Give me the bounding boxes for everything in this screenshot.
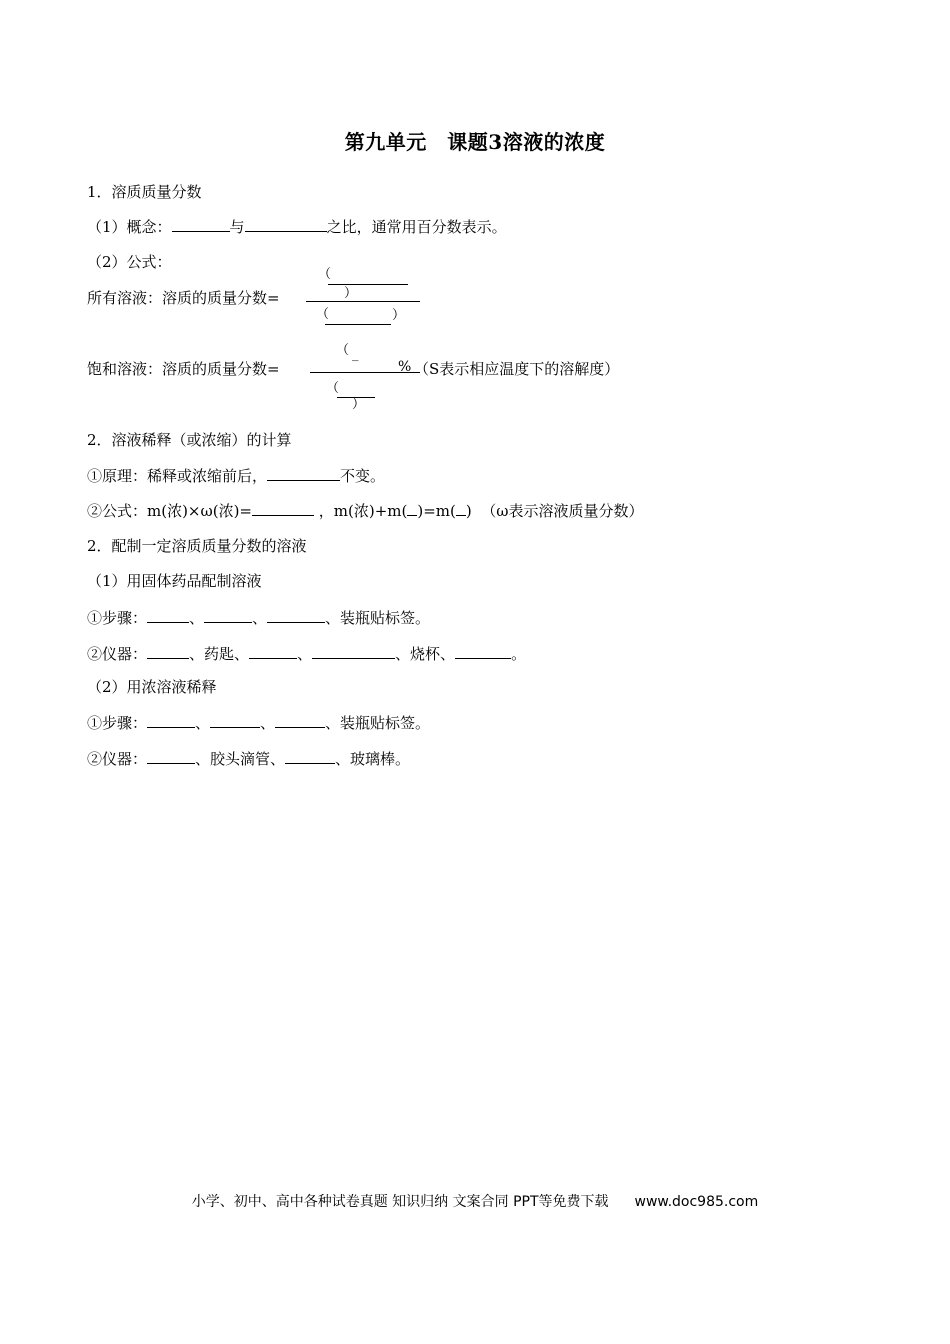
percent-sign: % xyxy=(398,359,412,375)
blank[interactable] xyxy=(267,465,340,481)
footer-url[interactable]: www.doc985.com xyxy=(634,1194,759,1210)
section-2-heading: 2．溶液稀释（或浓缩）的计算 xyxy=(87,431,292,449)
subsection-dilute: （2）用浓溶液稀释 xyxy=(87,678,217,696)
all-solutions-label: 所有溶液：溶质的质量分数= xyxy=(87,289,280,307)
sat-denominator-open-paren: （ xyxy=(326,381,340,396)
blank[interactable] xyxy=(456,500,466,516)
separator: 、 xyxy=(195,714,211,732)
principle-line xyxy=(87,465,385,486)
separator: 、 xyxy=(252,609,268,627)
footer-text: 小学、初中、高中各种试卷真题 知识归纳 文案合同 PPT等免费下载 xyxy=(191,1194,609,1210)
principle-suffix: 不变。 xyxy=(340,467,386,485)
blank[interactable] xyxy=(312,643,395,659)
blank[interactable] xyxy=(267,607,325,623)
period: 。 xyxy=(511,645,527,663)
saturated-note: （S表示相应温度下的溶解度） xyxy=(414,360,620,378)
instruments-beaker: 、烧杯、 xyxy=(395,645,456,663)
saturated-label: 饱和溶液：溶质的质量分数= xyxy=(87,360,280,378)
blank[interactable] xyxy=(275,712,325,728)
concept-suffix: 之比，通常用百分数表示。 xyxy=(326,218,507,236)
blank[interactable] xyxy=(285,748,335,764)
blank[interactable] xyxy=(204,607,252,623)
dilution-formula-line xyxy=(87,500,644,521)
sat-numerator-dash: _ xyxy=(352,347,359,362)
steps-prefix: ①步骤： xyxy=(87,609,148,627)
numerator-blank[interactable] xyxy=(328,284,408,285)
denominator-blank[interactable] xyxy=(325,324,391,325)
numerator-close-paren: ） xyxy=(344,286,358,301)
instruments-dropper: 、胶头滴管、 xyxy=(195,750,286,768)
principle-prefix: ①原理：稀释或浓缩前后， xyxy=(87,467,268,485)
page-title: 第九单元 课题3溶液的浓度 xyxy=(344,130,606,154)
blank[interactable] xyxy=(407,500,417,516)
concept-line xyxy=(87,216,507,237)
blank[interactable] xyxy=(147,643,189,659)
subsection-solid: （1）用固体药品配制溶液 xyxy=(87,572,262,590)
blank[interactable] xyxy=(172,216,230,232)
instruments-rod: 、玻璃棒。 xyxy=(335,750,411,768)
blank[interactable] xyxy=(252,500,314,516)
separator: 、 xyxy=(260,714,276,732)
instruments-spoon: 、药匙、 xyxy=(189,645,250,663)
blank[interactable] xyxy=(147,607,189,623)
concept-prefix: （1）概念： xyxy=(87,218,172,236)
blank[interactable] xyxy=(147,748,195,764)
page-footer xyxy=(0,1191,950,1211)
separator: 、 xyxy=(297,645,313,663)
blank[interactable] xyxy=(455,643,511,659)
sat-numerator-open-paren: （ xyxy=(336,343,350,358)
formula-note: （ω表示溶液质量分数） xyxy=(481,502,644,520)
steps-prefix: ①步骤： xyxy=(87,714,148,732)
instruments-prefix: ②仪器： xyxy=(87,645,148,663)
solid-steps-line xyxy=(87,607,430,628)
denominator-open-paren: （ xyxy=(316,307,330,322)
blank[interactable] xyxy=(245,216,327,232)
denominator-close-paren: ） xyxy=(392,308,406,323)
blank[interactable] xyxy=(249,643,297,659)
solid-instruments-line xyxy=(87,643,526,664)
instruments-prefix: ②仪器： xyxy=(87,750,148,768)
blank[interactable] xyxy=(210,712,260,728)
numerator-open-paren: （ xyxy=(318,267,332,282)
section-1-heading: 1．溶质质量分数 xyxy=(87,183,202,201)
concept-mid: 与 xyxy=(229,218,245,236)
dilute-steps-line xyxy=(87,712,430,733)
formula-mid2: )=m( xyxy=(417,502,456,520)
blank[interactable] xyxy=(147,712,195,728)
steps-suffix: 、装瓶贴标签。 xyxy=(325,609,431,627)
steps-suffix: 、装瓶贴标签。 xyxy=(325,714,431,732)
formula-end: ) xyxy=(465,502,472,520)
formula-mid: ，m(浓)+m( xyxy=(318,502,408,520)
fraction-bar xyxy=(306,301,420,302)
dilute-instruments-line xyxy=(87,748,410,769)
section-3-heading: 2．配制一定溶质质量分数的溶液 xyxy=(87,537,307,555)
formula-label: （2）公式： xyxy=(87,253,172,271)
sat-denominator-close-paren: ） xyxy=(352,397,366,412)
separator: 、 xyxy=(189,609,205,627)
formula-prefix: ②公式：m(浓)×ω(浓)= xyxy=(87,502,253,520)
